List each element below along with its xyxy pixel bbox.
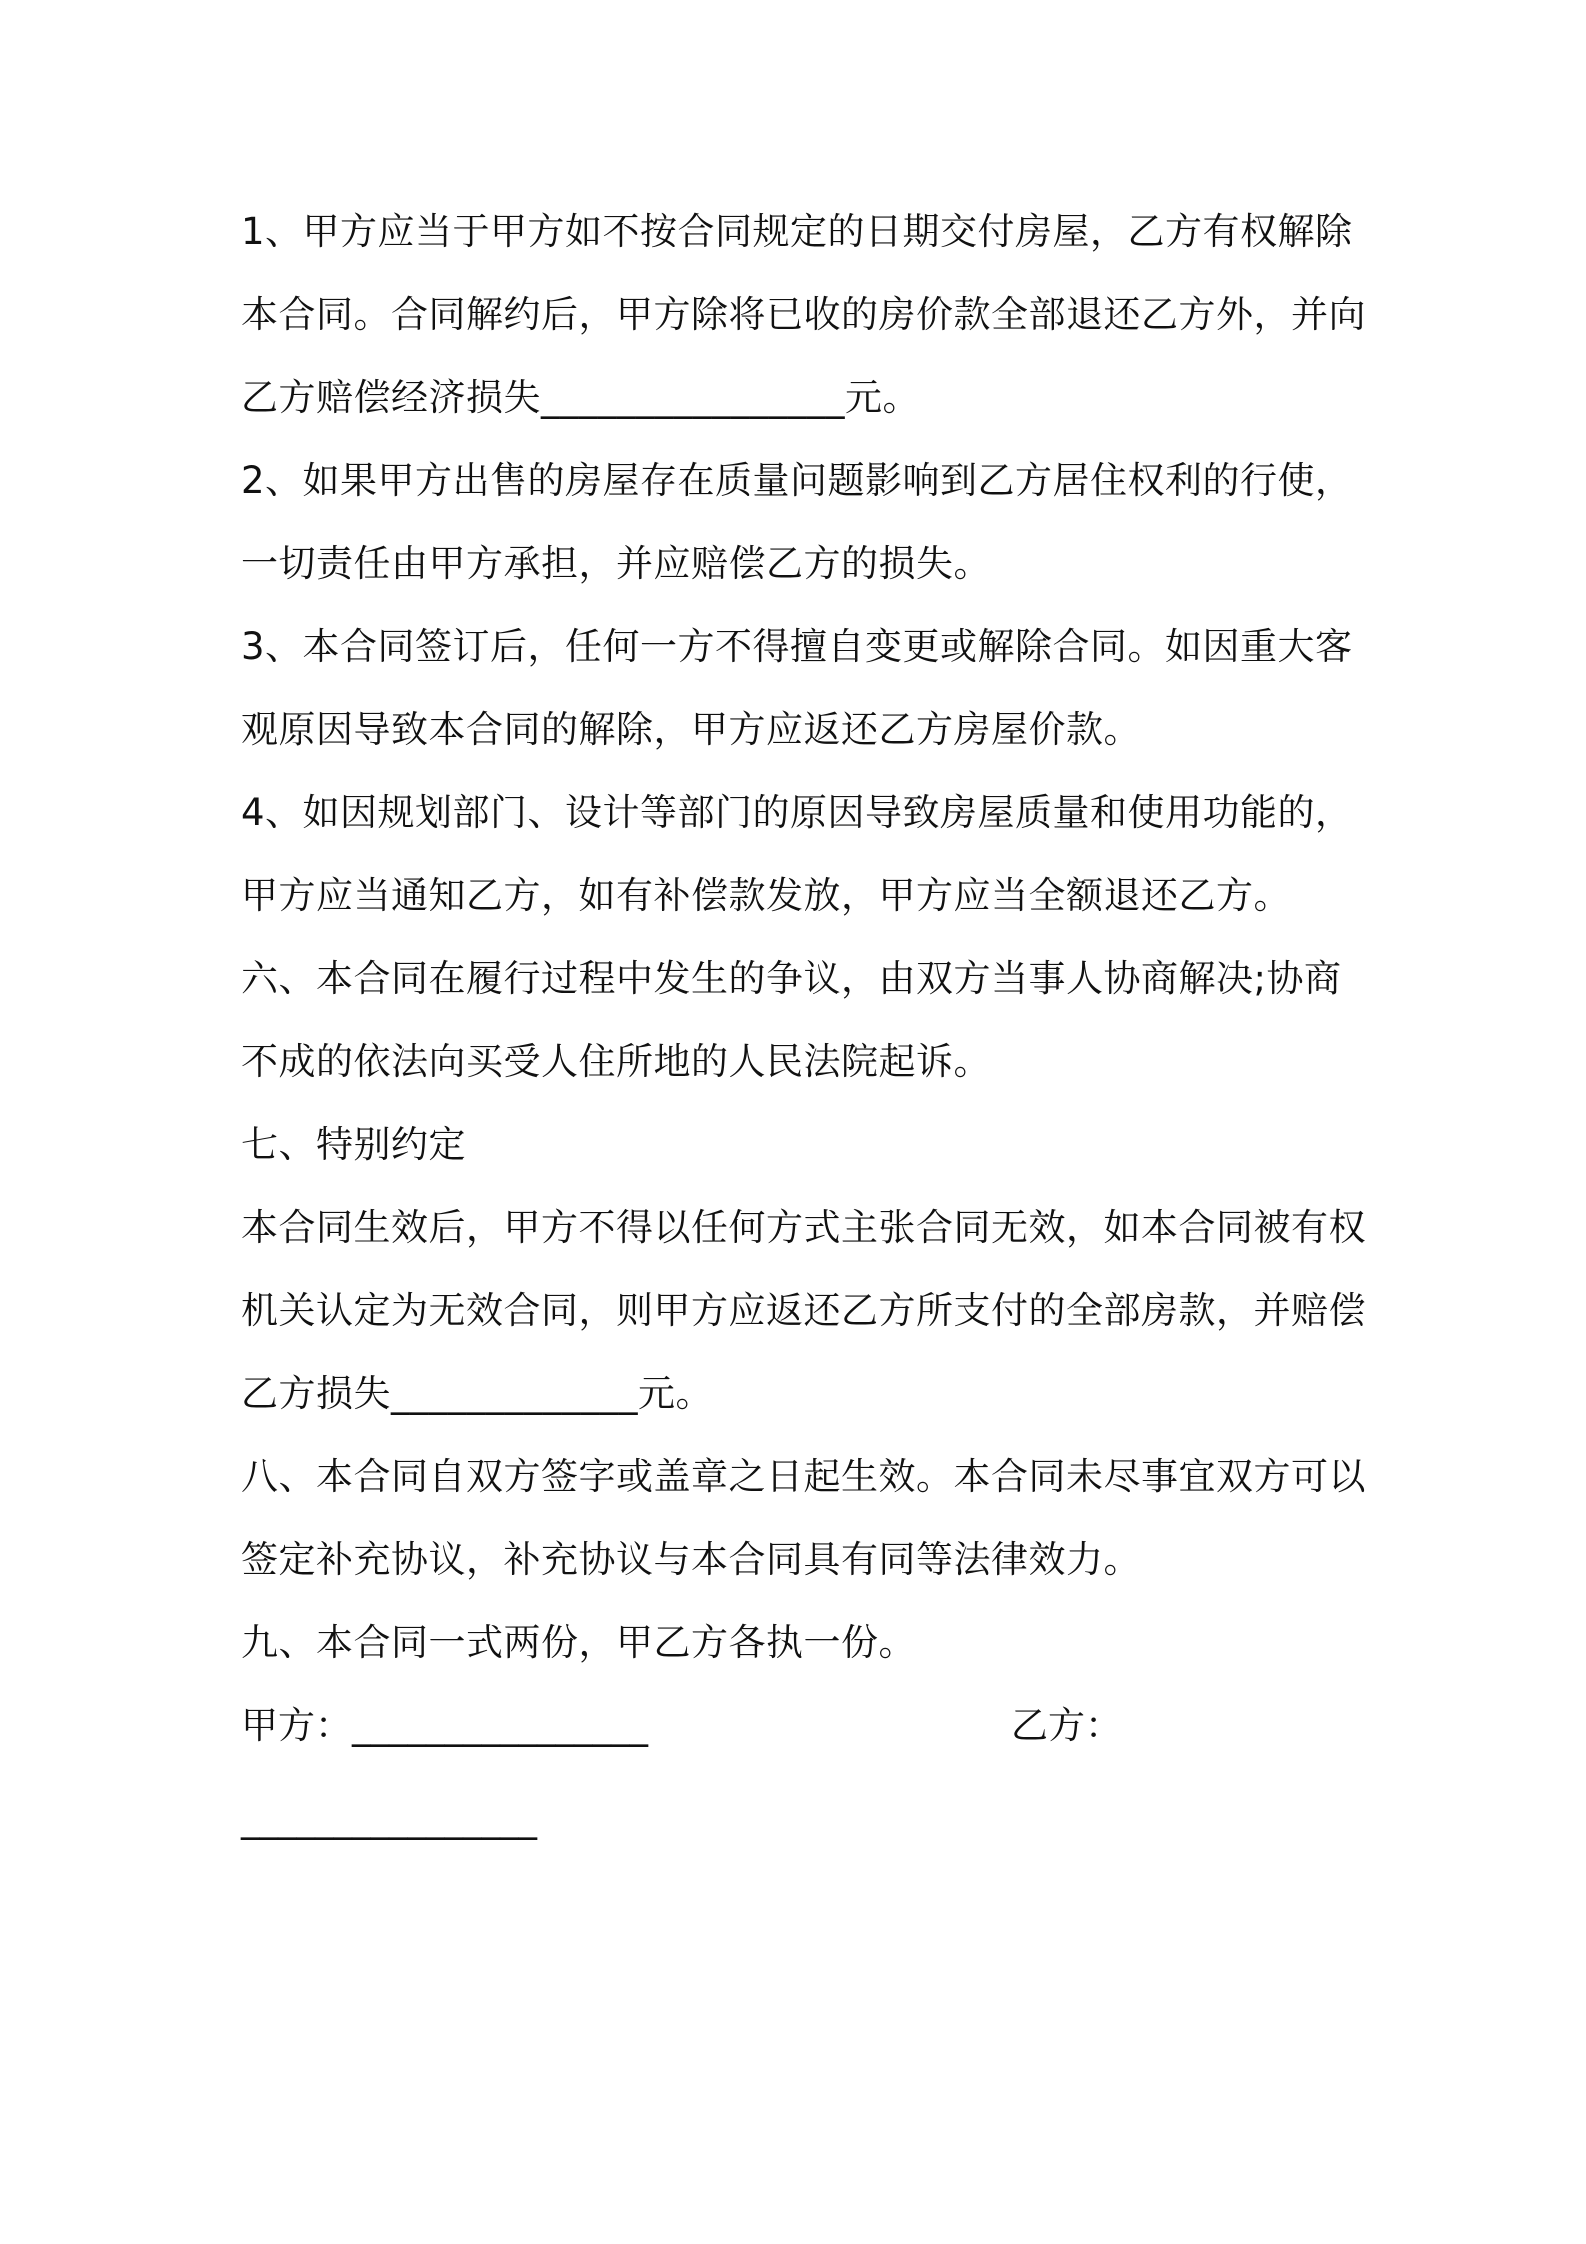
clause-3-line-2: 观原因导致本合同的解除，甲方应返还乙方房屋价款。 bbox=[241, 708, 1141, 751]
section-9-line: 九、本合同一式两份，甲乙方各执一份。 bbox=[241, 1621, 916, 1664]
section-7-heading: 七、特别约定 bbox=[241, 1123, 466, 1166]
section-8-line-1: 八、本合同自双方签字或盖章之日起生效。本合同未尽事宜双方可以 bbox=[241, 1455, 1366, 1498]
party-a-signature: 甲方：________________ bbox=[241, 1704, 648, 1747]
contract-body bbox=[241, 200, 1366, 1870]
section-6-line-1: 六、本合同在履行过程中发生的争议，由双方当事人协商解决;协商 bbox=[241, 957, 1342, 1000]
party-b-signature: 乙方： bbox=[1011, 1704, 1122, 1747]
clause-2-line-2: 一切责任由甲方承担，并应赔偿乙方的损失。 bbox=[241, 542, 991, 585]
section-7-line-1: 本合同生效后，甲方不得以任何方式主张合同无效，如本合同被有权 bbox=[241, 1206, 1366, 1249]
section-8-line-2: 签定补充协议，补充协议与本合同具有同等法律效力。 bbox=[241, 1538, 1141, 1581]
clause-2-line-1: 2、如果甲方出售的房屋存在质量问题影响到乙方居住权利的行使， bbox=[241, 459, 1353, 502]
clause-1-line-3: 乙方赔偿经济损失________________元。 bbox=[241, 376, 920, 419]
signature-row bbox=[241, 1694, 1361, 1777]
section-7-line-3: 乙方损失_____________元。 bbox=[241, 1372, 713, 1415]
clause-4-line-2: 甲方应当通知乙方，如有补偿款发放，甲方应当全额退还乙方。 bbox=[241, 874, 1291, 917]
clause-3-line-1: 3、本合同签订后，任何一方不得擅自变更或解除合同。如因重大客 bbox=[241, 625, 1353, 668]
clause-4-line-1: 4、如因规划部门、设计等部门的原因导致房屋质量和使用功能的， bbox=[241, 791, 1353, 834]
section-7-line-2: 机关认定为无效合同，则甲方应返还乙方所支付的全部房款，并赔偿 bbox=[241, 1289, 1366, 1332]
clause-1-line-1: 1、甲方应当于甲方如不按合同规定的日期交付房屋，乙方有权解除 bbox=[241, 210, 1353, 253]
party-b-signature-blank: ________________ bbox=[241, 1797, 537, 1840]
clause-1-line-2: 本合同。合同解约后，甲方除将已收的房价款全部退还乙方外，并向 bbox=[241, 293, 1366, 336]
section-6-line-2: 不成的依法向买受人住所地的人民法院起诉。 bbox=[241, 1040, 991, 1083]
